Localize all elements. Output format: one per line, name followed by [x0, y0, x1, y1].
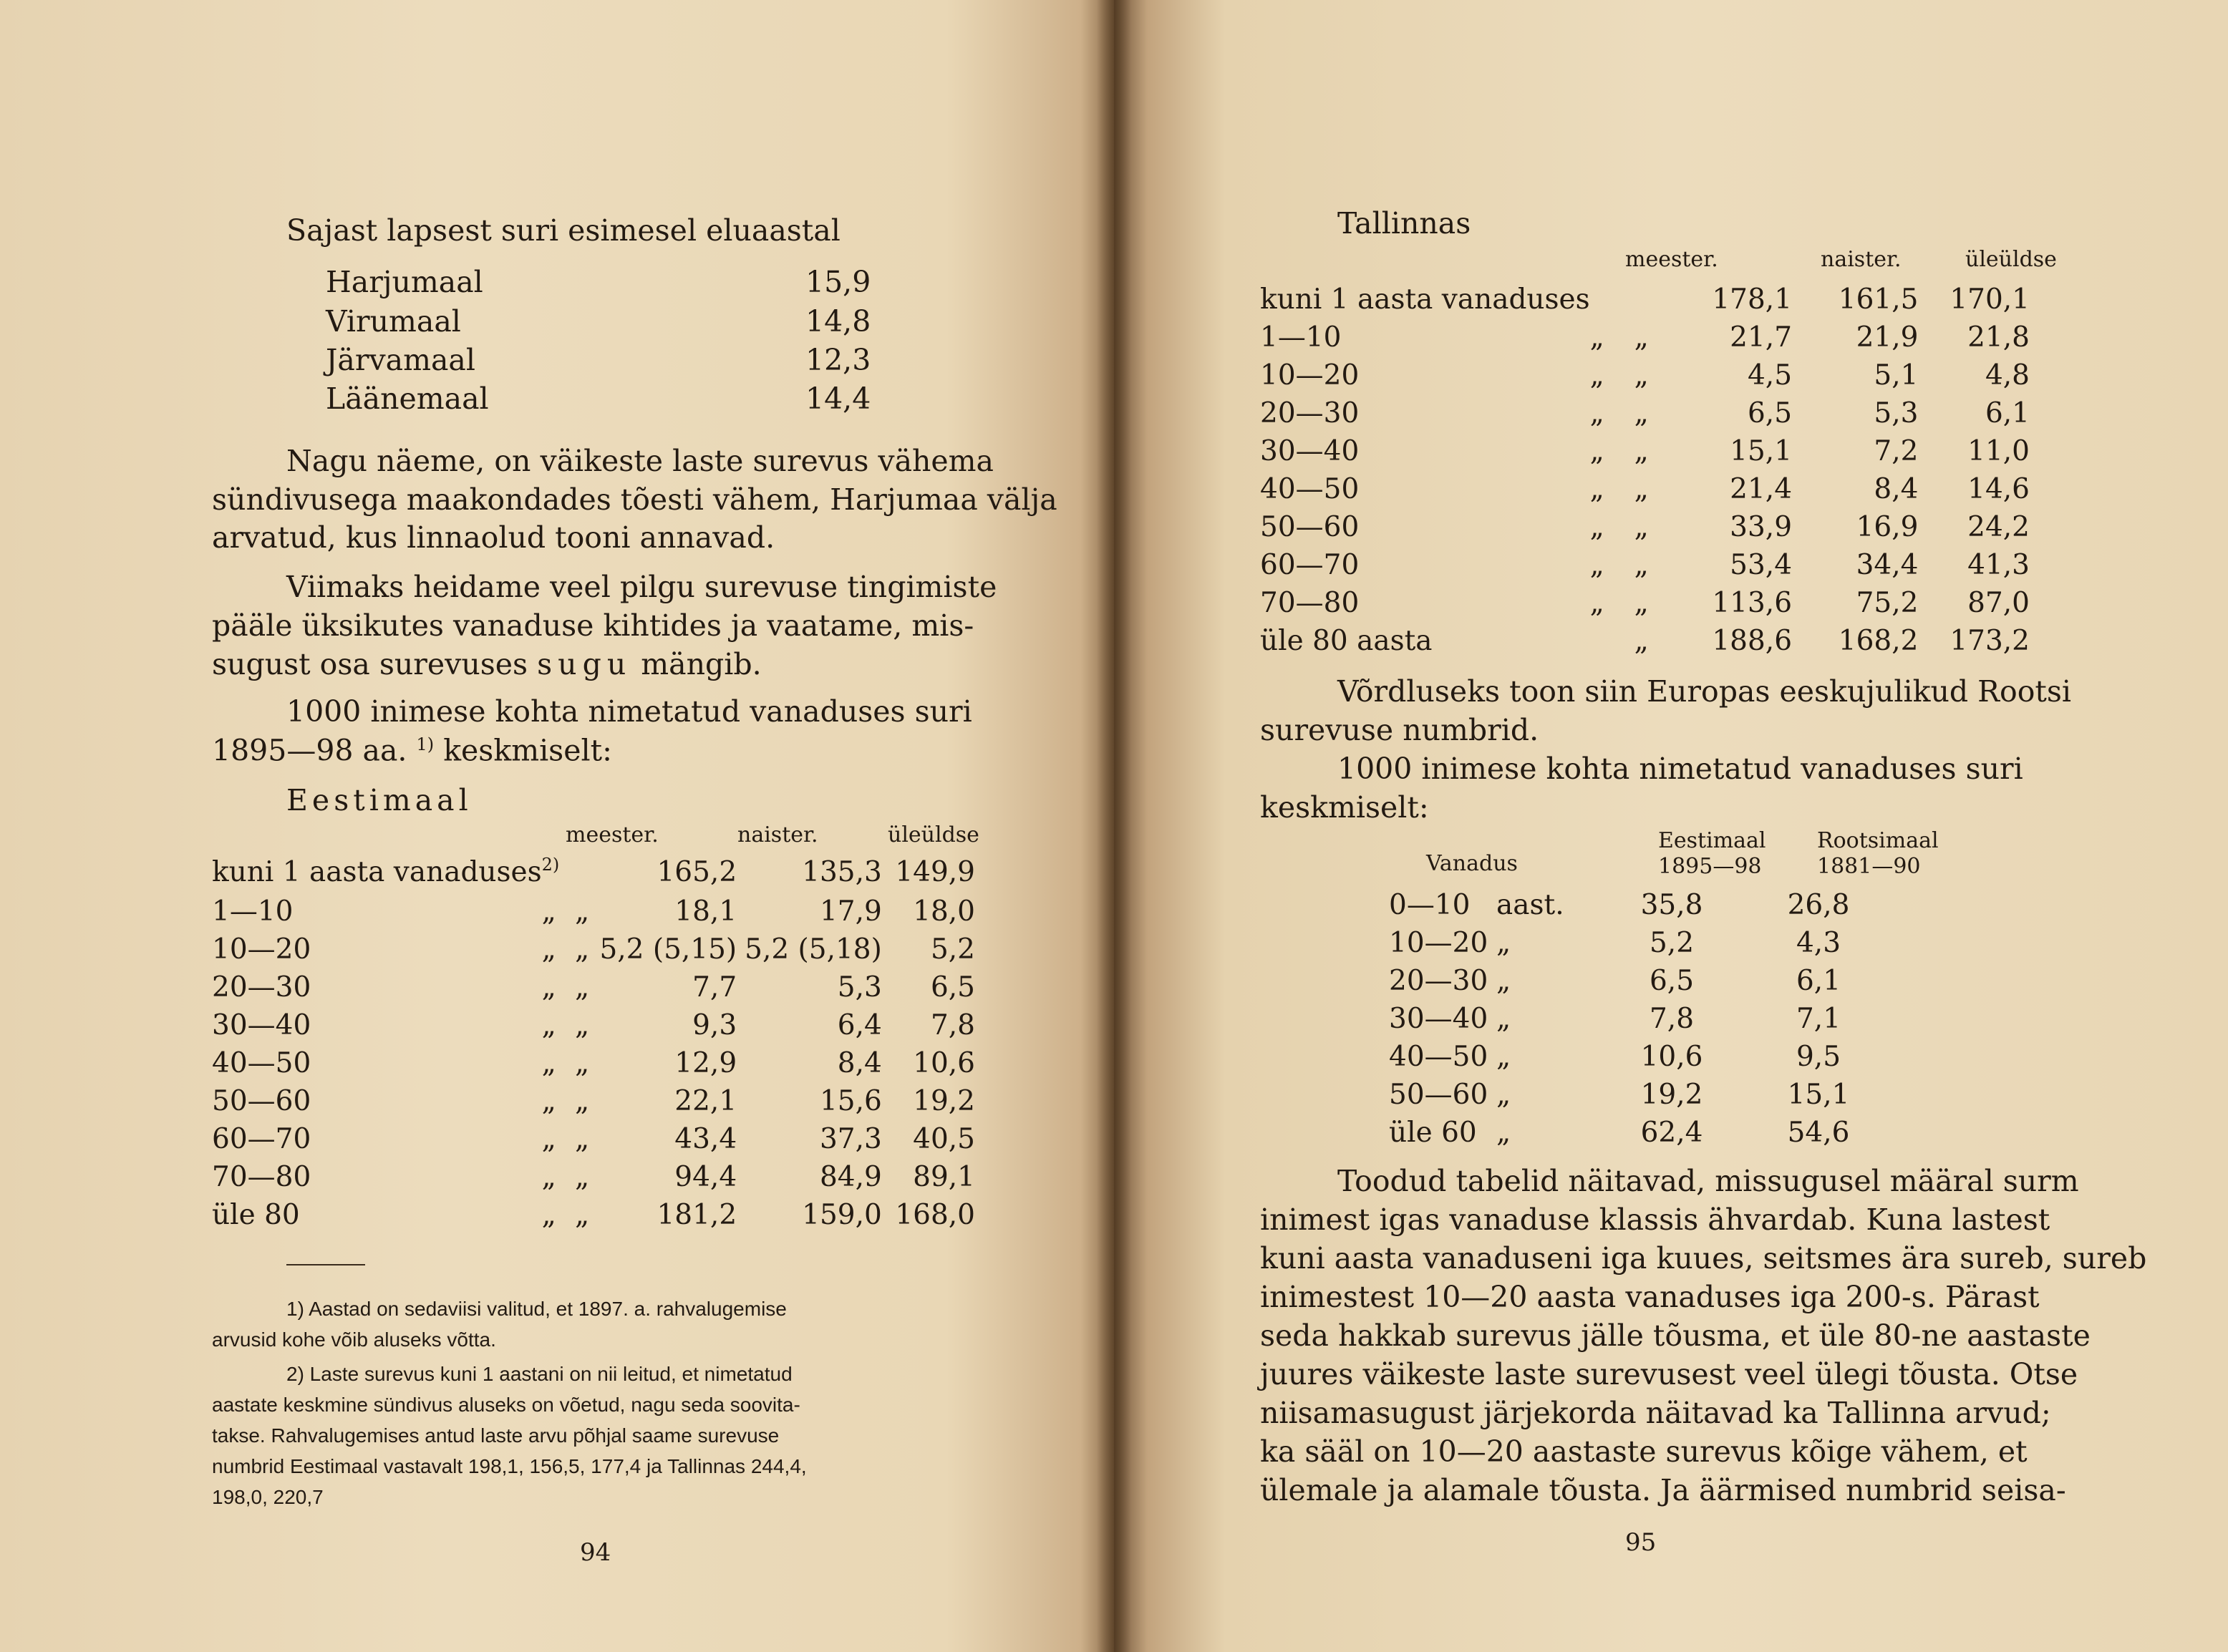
table-row — [212, 1196, 975, 1234]
table-cell: 15,1 — [1730, 435, 1793, 467]
table-cell: 24,2 — [1967, 511, 2030, 543]
table-cell: „ — [541, 895, 556, 928]
table-row — [212, 1044, 975, 1082]
footnote-line: aastate keskmine sündivus aluseks on võetud, nagu seda soovita- — [212, 1394, 800, 1416]
compare-header-sweden: Rootsimaal — [1817, 828, 1939, 853]
table-cell: „ — [1634, 587, 1649, 619]
table-cell: 135,3 — [802, 856, 882, 888]
table-row — [212, 1158, 975, 1196]
paragraph-line: Nagu näeme, on väikeste laste surevus vähema — [286, 444, 994, 478]
table-cell: 35,8 — [1640, 889, 1703, 921]
tallinnas-table — [1260, 281, 2030, 660]
col-header-total: üleüldse — [1965, 247, 2057, 272]
table-cell: „ — [1589, 587, 1604, 619]
page-number-left: 94 — [580, 1538, 611, 1567]
table-cell: 15,1 — [1787, 1079, 1850, 1111]
table-cell: „ — [574, 1047, 590, 1079]
paragraph-line: niisamasugust järjekorda näitavad ka Tallinna arvud; — [1260, 1396, 2051, 1430]
table-cell: 113,6 — [1712, 587, 1793, 619]
table-row — [212, 1120, 975, 1158]
table-cell: 6,4 — [837, 1009, 882, 1041]
footnote-line: arvusid kohe võib aluseks võtta. — [212, 1328, 496, 1351]
table-row — [1389, 1000, 1904, 1038]
table-cell: 170,1 — [1950, 283, 2030, 316]
table-cell: 149,9 — [895, 856, 975, 888]
county-name: Järvamaal — [326, 343, 475, 377]
table-cell: 6,5 — [1747, 397, 1793, 429]
county-value: 14,8 — [805, 304, 871, 339]
table-cell: 50—60 — [1260, 511, 1360, 543]
table-cell: 161,5 — [1838, 283, 1919, 316]
table-cell: 5,3 — [837, 971, 882, 1004]
table-cell: „ — [574, 1123, 590, 1155]
table-cell: 16,9 — [1856, 511, 1919, 543]
compare-header-sweden-years: 1881—90 — [1817, 854, 1921, 879]
compare-header-estonia: Eestimaal — [1658, 828, 1766, 853]
col-header-women: naister. — [737, 822, 818, 847]
table-row — [1260, 546, 2030, 584]
footnote-line: numbrid Eestimaal vastavalt 198,1, 156,5, 177,4 ja Tallinnas 244,4, — [212, 1455, 807, 1477]
table-cell: 26,8 — [1787, 889, 1850, 921]
footnote-line: 1) Aastad on sedaviisi valitud, et 1897. a. rahvalugemise — [286, 1298, 787, 1320]
table-cell: aast. — [1496, 889, 1564, 921]
table-row — [1389, 924, 1904, 962]
table-cell: „ — [574, 971, 590, 1004]
table-cell: 19,2 — [913, 1085, 975, 1117]
table-cell: üle 80 — [212, 1199, 300, 1231]
table-cell: 21,8 — [1967, 321, 2030, 354]
table-cell: 18,1 — [674, 895, 737, 928]
table-cell: 30—40 — [1260, 435, 1360, 467]
table-cell: 20—30 — [1260, 397, 1360, 429]
paragraph-line: ka sääl on 10—20 aastaste surevus kõige vähem, et — [1260, 1434, 2028, 1469]
table-title-eestimaal: Eestimaal — [286, 783, 473, 817]
table-cell: „ — [541, 1199, 556, 1231]
table-cell: 7,1 — [1796, 1003, 1841, 1035]
table-cell: „ — [1589, 359, 1604, 392]
table-cell: 8,4 — [837, 1047, 882, 1079]
table-cell: 70—80 — [212, 1161, 311, 1193]
table-cell: 20—30 — [212, 971, 311, 1004]
table-cell: 14,6 — [1967, 473, 2030, 505]
table-cell: 60—70 — [212, 1123, 311, 1155]
table-row — [1389, 886, 1904, 924]
table-row — [212, 931, 975, 968]
table-cell: „ — [1589, 397, 1604, 429]
table-cell: 4,3 — [1796, 927, 1841, 959]
table-cell: 20—30 — [1389, 965, 1488, 997]
table-cell: 178,1 — [1712, 283, 1793, 316]
table-cell: „ — [574, 1199, 590, 1231]
table-cell — [575, 852, 600, 893]
table-cell: 4,5 — [1747, 359, 1793, 392]
table-cell: „ — [541, 1161, 556, 1193]
paragraph-line: 1000 inimese kohta nimetatud vanaduses suri — [286, 694, 972, 729]
table-cell: 10—20 — [1389, 927, 1488, 959]
table-cell: „ — [574, 1161, 590, 1193]
table-row — [212, 968, 975, 1006]
table-cell: „ — [1589, 435, 1604, 467]
table-cell — [1634, 281, 1675, 319]
table-cell: „ — [1589, 511, 1604, 543]
paragraph-line: sündivusega maakondades tõesti vähem, Harjumaa välja — [212, 482, 1057, 517]
table-cell: üle 60 — [1389, 1117, 1477, 1149]
table-cell: 34,4 — [1856, 549, 1919, 581]
table-cell: 89,1 — [913, 1161, 975, 1193]
paragraph-line: surevuse numbrid. — [1260, 713, 1539, 747]
eestimaal-table — [212, 852, 975, 1234]
table-cell: 12,9 — [674, 1047, 737, 1079]
table-cell: „ — [1589, 549, 1604, 581]
table-cell: 6,1 — [1796, 965, 1841, 997]
table-cell: „ — [1496, 965, 1511, 997]
paragraph-line: Võrdluseks toon siin Europas eeskujulikud Rootsi — [1337, 674, 2072, 709]
table-cell: „ — [541, 1085, 556, 1117]
paragraph-line: Toodud tabelid näitavad, missugusel määral surm — [1337, 1164, 2079, 1198]
table-row — [1260, 281, 2030, 319]
table-row — [212, 893, 975, 931]
table-cell: 21,9 — [1856, 321, 1919, 354]
table-cell: 37,3 — [819, 1123, 882, 1155]
table-row — [1260, 432, 2030, 470]
table-cell: 30—40 — [1389, 1003, 1488, 1035]
table-cell: 9,3 — [692, 1009, 737, 1041]
table-row — [1389, 1114, 1904, 1152]
table-cell: 10,6 — [1640, 1041, 1703, 1073]
table-cell: 18,0 — [913, 895, 975, 928]
table-cell: „ — [574, 895, 590, 928]
table-cell: „ — [1496, 927, 1511, 959]
table-cell: „ — [1634, 359, 1649, 392]
table-cell: üle 80 aasta — [1260, 625, 1433, 657]
county-name: Virumaal — [326, 304, 461, 339]
table-cell: 87,0 — [1967, 587, 2030, 619]
table-cell: 5,2 — [1649, 927, 1695, 959]
table-row — [1260, 584, 2030, 622]
table-row — [1260, 394, 2030, 432]
table-cell: 50—60 — [212, 1085, 311, 1117]
table-cell: „ — [541, 1047, 556, 1079]
table-row — [1389, 962, 1904, 1000]
table-row — [1389, 1076, 1904, 1114]
paragraph-line: 1895—98 aa. $^{1)}$ keskmiselt: — [212, 733, 612, 768]
table-cell: 0—10 — [1389, 889, 1471, 921]
table-cell: 15,6 — [819, 1085, 882, 1117]
table-cell: 53,4 — [1730, 549, 1793, 581]
table-cell — [1590, 281, 1634, 319]
table-cell: 94,4 — [674, 1161, 737, 1193]
table-cell: 17,9 — [819, 895, 882, 928]
table-cell: 19,2 — [1640, 1079, 1703, 1111]
table-cell: 70—80 — [1260, 587, 1360, 619]
paragraph-line: arvatud, kus linnaolud tooni annavad. — [212, 520, 775, 555]
table-cell: 30—40 — [212, 1009, 311, 1041]
table-cell: „ — [574, 1085, 590, 1117]
table-cell: „ — [574, 933, 590, 966]
table-row — [1260, 508, 2030, 546]
table-cell: „ — [1496, 1003, 1511, 1035]
county-value: 14,4 — [805, 382, 871, 416]
table-cell: kuni 1 aasta vanaduses — [1260, 283, 1590, 316]
county-value: 12,3 — [805, 343, 871, 377]
paragraph-line: keskmiselt: — [1260, 790, 1429, 825]
compare-header-estonia-years: 1895—98 — [1658, 854, 1762, 879]
col-header-women: naister. — [1821, 247, 1902, 272]
table-cell: 54,6 — [1787, 1117, 1850, 1149]
table-cell: 181,2 — [657, 1199, 737, 1231]
county-name: Harjumaal — [326, 265, 483, 299]
table-cell: 8,4 — [1874, 473, 1919, 505]
table-row — [1260, 356, 2030, 394]
footnote-line: 198,0, 220,7 — [212, 1486, 324, 1508]
table-cell: 6,1 — [1985, 397, 2030, 429]
table-cell: 159,0 — [802, 1199, 882, 1231]
table-cell: 40,5 — [913, 1123, 975, 1155]
table-cell: 5,3 — [1874, 397, 1919, 429]
paragraph-line: 1000 inimese kohta nimetatud vanaduses suri — [1337, 752, 2023, 786]
table-cell: 60—70 — [1260, 549, 1360, 581]
table-cell: 188,6 — [1712, 625, 1793, 657]
paragraph-line: inimest igas vanaduse klassis ähvardab. Kuna lastest — [1260, 1202, 2050, 1237]
table-cell: 21,4 — [1730, 473, 1793, 505]
table-cell: „ — [1634, 625, 1649, 657]
table-cell: „ — [541, 971, 556, 1004]
table-cell: 5,2 (5,15) — [599, 933, 737, 966]
table-cell: 4,8 — [1985, 359, 2030, 392]
table-cell: 5,2 (5,18) — [745, 933, 882, 966]
table-cell: „ — [541, 1009, 556, 1041]
table-row — [212, 1006, 975, 1044]
table-cell: „ — [1634, 473, 1649, 505]
county-name: Läänemaal — [326, 382, 489, 416]
paragraph-line: pääle üksikutes vanaduse kihtides ja vaatame, mis- — [212, 608, 974, 643]
table-cell: 22,1 — [674, 1085, 737, 1117]
table-row — [1260, 319, 2030, 356]
table-cell: 75,2 — [1856, 587, 1919, 619]
table-cell: 6,5 — [1649, 965, 1695, 997]
table-cell: „ — [1634, 511, 1649, 543]
table-row — [212, 852, 975, 893]
table-cell: 168,2 — [1838, 625, 1919, 657]
paragraph-line: seda hakkab surevus jälle tõusma, et üle 80-ne aastaste — [1260, 1318, 2091, 1353]
table-cell: „ — [1634, 435, 1649, 467]
table-cell: „ — [541, 1123, 556, 1155]
table-cell: 10—20 — [1260, 359, 1360, 392]
table-cell: 173,2 — [1950, 625, 2030, 657]
table-cell: 7,8 — [930, 1009, 975, 1041]
col-header-men: meester. — [566, 822, 659, 847]
table-cell: kuni 1 aasta vanaduses — [212, 856, 542, 888]
table-cell: „ — [1496, 1041, 1511, 1073]
table-row — [212, 1082, 975, 1120]
table-cell: „ — [1496, 1117, 1511, 1149]
table-cell: 33,9 — [1730, 511, 1793, 543]
table-cell: 40—50 — [212, 1047, 311, 1079]
table-cell: 1—10 — [212, 895, 294, 928]
left-heading: Sajast lapsest suri esimesel eluaastal — [286, 213, 841, 248]
table-cell: „ — [1634, 397, 1649, 429]
table-cell: 7,8 — [1649, 1003, 1695, 1035]
col-header-total: üleüldse — [888, 822, 979, 847]
table-cell: 2) — [541, 855, 560, 875]
table-cell: 21,7 — [1730, 321, 1793, 354]
table-title-tallinnas: Tallinnas — [1337, 206, 1471, 240]
page-number-right: 95 — [1625, 1528, 1657, 1557]
table-cell: 1—10 — [1260, 321, 1342, 354]
paragraph-line: sugust osa surevuses sugu mängib. — [212, 647, 762, 681]
table-cell: 84,9 — [819, 1161, 882, 1193]
col-header-men: meester. — [1625, 247, 1718, 272]
table-cell: 43,4 — [674, 1123, 737, 1155]
book-spine — [1097, 0, 1131, 1652]
table-cell: „ — [1496, 1079, 1511, 1111]
table-cell: 5,1 — [1874, 359, 1919, 392]
compare-header-age: Vanadus — [1426, 851, 1518, 876]
table-cell: 50—60 — [1389, 1079, 1488, 1111]
table-cell: „ — [1589, 473, 1604, 505]
table-cell: 7,2 — [1874, 435, 1919, 467]
footnote-line: takse. Rahvalugemises antud laste arvu põhjal saame surevuse — [212, 1424, 780, 1447]
table-cell: 7,7 — [692, 971, 737, 1004]
table-cell: „ — [541, 933, 556, 966]
table-cell: 10,6 — [913, 1047, 975, 1079]
table-cell: 40—50 — [1389, 1041, 1488, 1073]
table-cell: 11,0 — [1967, 435, 2030, 467]
table-cell: „ — [1589, 321, 1604, 354]
table-cell: „ — [574, 1009, 590, 1041]
table-cell: 62,4 — [1640, 1117, 1703, 1149]
table-row — [1260, 470, 2030, 508]
paragraph-line: inimestest 10—20 aasta vanaduses iga 200-s. Pärast — [1260, 1280, 2040, 1314]
paragraph-line: kuni aasta vanaduseni iga kuues, seitsmes ära sureb, sureb — [1260, 1241, 2147, 1276]
paragraph-line: Viimaks heidame veel pilgu surevuse tingimiste — [286, 570, 997, 604]
comparison-table — [1389, 886, 1904, 1152]
table-cell: 168,0 — [895, 1199, 975, 1231]
footnote-line: 2) Laste surevus kuni 1 aastani on nii leitud, et nimetatud — [286, 1363, 793, 1385]
table-cell: 165,2 — [657, 856, 737, 888]
table-cell: 41,3 — [1967, 549, 2030, 581]
table-cell: „ — [1634, 549, 1649, 581]
table-cell: 40—50 — [1260, 473, 1360, 505]
table-cell: „ — [1634, 321, 1649, 354]
footnote-rule — [286, 1264, 365, 1265]
paragraph-line: ülemale ja alamale tõusta. Ja äärmised numbrid seisa- — [1260, 1473, 2066, 1507]
paragraph-line: juures väikeste laste surevusest veel ülegi tõusta. Otse — [1260, 1357, 2078, 1391]
county-value: 15,9 — [805, 265, 871, 299]
table-cell: 10—20 — [212, 933, 311, 966]
table-cell: 6,5 — [930, 971, 975, 1004]
table-cell: 9,5 — [1796, 1041, 1841, 1073]
table-cell — [1590, 622, 1634, 660]
table-cell: 5,2 — [930, 933, 975, 966]
table-row — [1260, 622, 2030, 660]
table-row — [1389, 1038, 1904, 1076]
